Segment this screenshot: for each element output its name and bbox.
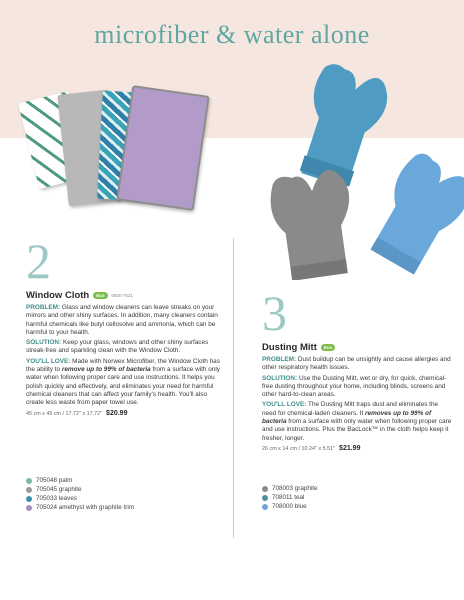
love-text-cont: from a surface with only water when following proper care and use instructions. Plus the BacLock™ in the cloth helps keep it fresher, longer. [262,418,452,442]
variant-label: 708011 teal [272,494,305,501]
variant-item [26,476,134,485]
variant-item [262,493,318,502]
dimensions: 26 cm x 14 cm / 10.24" x 5.51" [262,445,336,452]
variant-item [26,485,134,494]
dimensions: 45 cm x 45 cm / 17.72" x 17.72" [26,410,103,417]
solution-text: Keep your glass, windows and other shiny surfaces streak-free and sparkling clean with the Window Cloth. [26,339,209,355]
section-number: 3 [262,285,287,341]
problem-label: PROBLEM: [26,304,61,311]
love-text: Made with Norwex Microfiber, the Window Cloth has the ability to [26,357,220,374]
love-emphasis: remove up to 99% of bacteria [61,366,151,374]
variant-item [26,503,134,512]
mitt-variant-list [262,484,318,511]
solution-label: SOLUTION: [26,339,62,347]
solution-text: Use the Dusting Mitt, wet or dry, for quick, chemical-free dusting throughout your home, including blinds, screens and other hard-to-clean areas. [262,374,447,399]
variant-label: 705033 leaves [36,495,77,502]
swatch-dot [262,486,268,492]
love-emphasis: removes up to 99% of bacteria [262,409,432,426]
cloth-variant-list [26,476,134,512]
product-name: Dusting Mitt [262,342,317,353]
swatch-dot [262,504,268,510]
variant-item [262,502,318,511]
section-number: 2 [26,233,51,289]
page-title: microfiber & water alone [94,20,370,49]
variant-label: 705048 palm [36,477,73,484]
swatch-dot [262,495,268,501]
product-heading [26,290,133,301]
product-code: 0500-7021 [111,293,134,298]
love-text-cont: from a surface with only water when following proper care and use instructions. It helps you polish quickly and effectively, and eliminates your need for harmful chemical cleaners that can affect your family's health. You'll also create less waste from paper towel use. [26,366,220,407]
swatch-dot [26,478,32,484]
price: $21.99 [339,444,361,452]
product-name: Window Cloth [26,290,90,301]
swatch-dot [26,496,32,502]
variant-item [26,494,134,503]
problem-label: PROBLEM: [262,356,297,363]
love-text: The Dusting Mitt traps dust and eliminates the need for chemical-laden cleaners. It [262,401,439,417]
variant-label: 705024 amethyst with graphite trim [36,504,135,511]
eco-badge: Eco [93,292,107,299]
eco-badge: Eco [321,344,335,351]
variant-label: 708000 blue [272,503,307,510]
variant-label: 708003 graphite [272,485,318,492]
mitt-description [262,356,454,455]
swatch-dot [26,505,32,511]
variant-label: 705045 graphite [36,486,82,493]
swatch-dot [26,487,32,493]
problem-text: Dust buildup can be unsightly and cause allergies and other respiratory health issues. [262,356,451,372]
price: $20.99 [106,409,128,417]
love-label: YOU'LL LOVE: [262,401,307,409]
dusting-mitt-image [250,60,464,280]
variant-item [262,484,318,493]
love-label: YOU'LL LOVE: [26,357,71,365]
product-heading [262,342,335,353]
solution-label: SOLUTION: [262,374,298,382]
column-divider [233,238,234,538]
problem-text: Glass and window cleaners can leave streaks on your mirrors and other shiny surfaces. In addition, many cleaners contain harmful chemicals like butyl cellosolve and ammonia, which can be harmful to your health. [26,304,218,336]
cloth-description [26,304,224,420]
